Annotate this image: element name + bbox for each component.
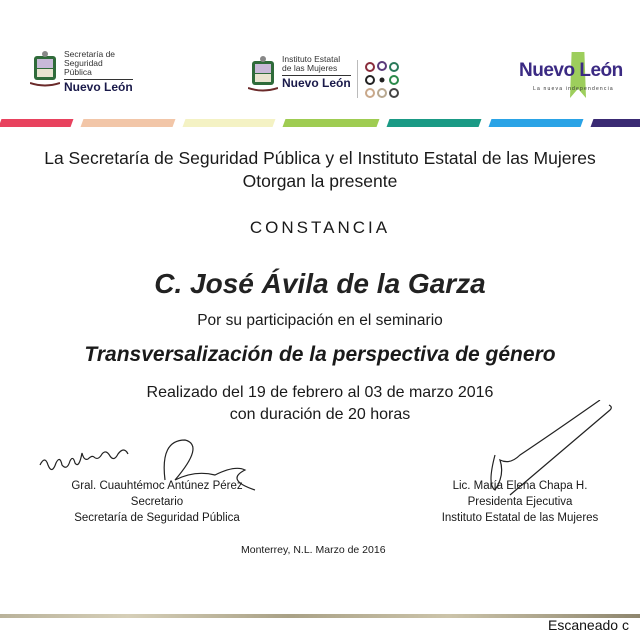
- signer-name: Gral. Cuauhtémoc Antúnez Pérez: [71, 480, 243, 492]
- color-stripe: [489, 119, 584, 127]
- signer-name: Lic. María Elena Chapa H.: [452, 480, 588, 492]
- color-stripe: [81, 119, 176, 127]
- color-stripe: [0, 119, 73, 127]
- nuevo-leon-brand: Nuevo León: [519, 60, 623, 81]
- dates-text: Realizado del 19 de febrero al 03 de marzo 2016: [146, 384, 494, 401]
- logo-line: de las Mujeres: [282, 63, 338, 73]
- reason-text: Por su participación en el seminario: [197, 312, 443, 329]
- color-stripe: [387, 119, 482, 127]
- logo-line: Instituto Estatal: [282, 54, 341, 64]
- color-stripe: [591, 119, 640, 127]
- duration-text: con duración de 20 horas: [229, 406, 411, 423]
- seminar-title: Transversalización de la perspectiva de género: [84, 343, 556, 366]
- iem-logo: [248, 55, 351, 89]
- logo-brand: Nuevo León: [64, 80, 133, 94]
- signer-org: Secretaría de Seguridad Pública: [74, 512, 240, 524]
- signature-block-left: [32, 478, 282, 526]
- state-emblem-icon: [248, 55, 278, 89]
- gender-symbols-icon: [362, 60, 402, 105]
- ssp-logo: [30, 50, 133, 93]
- logo-brand: Nuevo León: [282, 76, 351, 90]
- signature-block-right: [420, 478, 620, 526]
- document-title: CONSTANCIA: [249, 218, 391, 237]
- intro-text-2: Otorgan la presente: [242, 171, 398, 191]
- logo-line: Secretaría de: [64, 49, 116, 59]
- signer-role: Secretario: [130, 496, 184, 508]
- place-date: Monterrey, N.L. Marzo de 2016: [241, 544, 386, 556]
- scan-edge: [0, 614, 640, 618]
- signer-org: Instituto Estatal de las Mujeres: [441, 512, 599, 524]
- signer-role: Presidenta Ejecutiva: [467, 496, 573, 508]
- logo-line: Pública: [64, 67, 92, 77]
- color-stripe: [283, 119, 380, 127]
- state-emblem-icon: [30, 50, 60, 84]
- recipient-name: C. José Ávila de la Garza: [154, 268, 486, 299]
- color-stripe: [183, 119, 276, 127]
- intro-text: La Secretaría de Seguridad Pública y el Instituto Estatal de las Mujeres: [44, 148, 596, 168]
- logo-divider: [357, 60, 358, 98]
- scan-watermark: Escaneado c: [548, 617, 629, 633]
- nuevo-leon-tagline: La nueva independencia: [533, 86, 614, 92]
- logo-line: Seguridad: [64, 58, 103, 68]
